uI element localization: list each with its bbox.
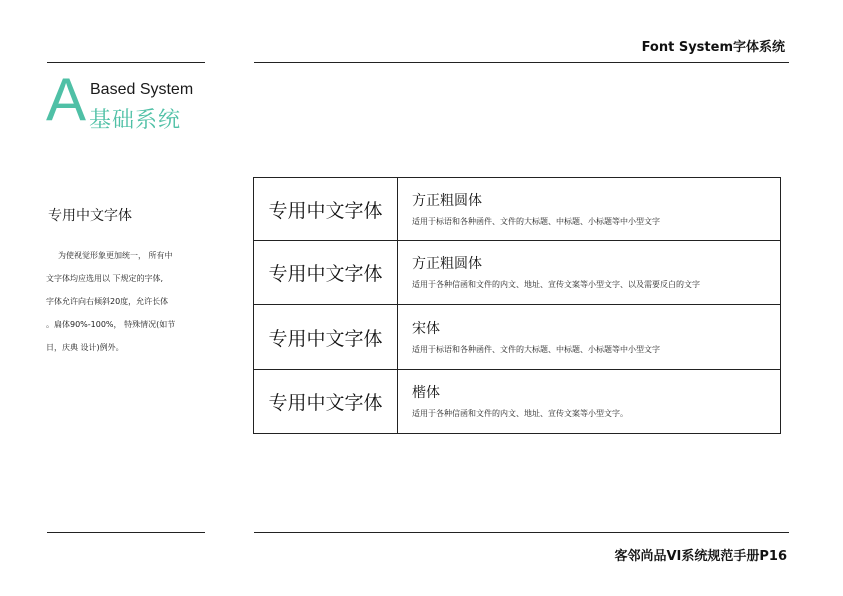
sidebar-body-line: 日，庆典 设计)例外。 [46, 343, 124, 352]
font-usage: 适用于各种信函和文件的内文、地址、宣传文案等小型文字。 [412, 409, 628, 418]
page-footer-title: 客邻尚品VI系统规范手册P16 [614, 549, 787, 564]
font-name: 宋体 [412, 320, 440, 337]
font-name: 方正粗圆体 [412, 256, 482, 272]
page-header-title: Font System字体系统 [641, 40, 785, 55]
sidebar-body-line: 。扁体90%-100%， 特殊情况(如节 [46, 320, 176, 329]
font-sample-cell: 专用中文字体 [254, 178, 398, 241]
font-spec-table [253, 177, 781, 434]
top-left-rule [47, 62, 205, 63]
brand-title-chinese: 基础系统 [89, 108, 182, 133]
brand-title-english: Based System [90, 81, 194, 98]
font-usage: 适用于标语和各种函件、文件的大标题、中标题、小标题等中小型文字 [412, 216, 660, 226]
font-desc-cell [398, 305, 781, 370]
sidebar-body-text [46, 244, 196, 359]
sidebar-body-line: 文字体均应选用以 下规定的字体, [46, 274, 164, 283]
bottom-main-rule [254, 532, 789, 533]
sidebar-heading: 专用中文字体 [48, 208, 132, 224]
font-desc-cell [398, 370, 781, 434]
sidebar-body-line: 为使视觉形象更加统一， 所有中 [58, 251, 173, 260]
font-sample-cell: 专用中文字体 [254, 370, 398, 434]
font-desc-cell [398, 178, 781, 241]
font-sample-cell: 专用中文字体 [254, 241, 398, 305]
font-sample-cell: 专用中文字体 [254, 305, 398, 370]
font-name: 楷体 [412, 385, 440, 401]
brand-section-letter: A [46, 66, 87, 133]
sidebar-body-line: 字体允许向右倾斜20度，允许长体 [46, 297, 169, 306]
top-main-rule [254, 62, 789, 63]
table-row [254, 178, 781, 241]
table-row [254, 305, 781, 370]
font-desc-cell [398, 241, 781, 305]
table-row [254, 370, 781, 434]
font-name: 方正粗圆体 [412, 192, 482, 209]
bottom-left-rule [47, 532, 205, 533]
table-row [254, 241, 781, 305]
font-usage: 适用于各种信函和文件的内文、地址、宣传文案等小型文字、以及需要反白的文字 [412, 280, 700, 289]
font-usage: 适用于标语和各种函件、文件的大标题、中标题、小标题等中小型文字 [412, 344, 660, 354]
